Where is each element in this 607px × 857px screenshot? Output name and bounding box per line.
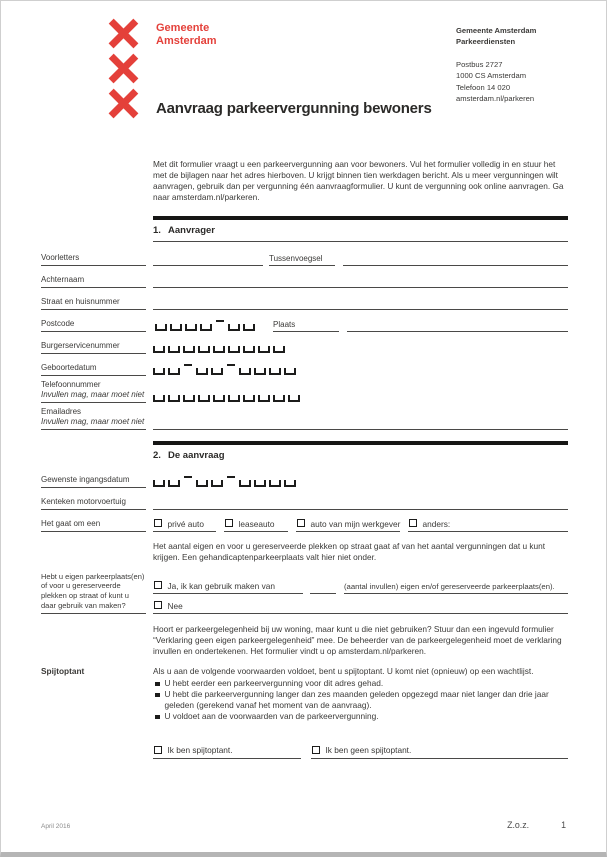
checkbox-werkgever-auto[interactable] [297, 519, 305, 527]
square-bullet-icon [155, 715, 160, 720]
row-kenteken [41, 488, 568, 510]
char-cell[interactable] [155, 324, 167, 331]
char-cell[interactable] [168, 480, 180, 487]
char-cell[interactable] [258, 346, 270, 353]
char-cell[interactable] [288, 395, 300, 402]
option-werkgever-auto[interactable] [296, 519, 400, 532]
spijtoptant-bullet [153, 678, 568, 689]
label-telefoon-note: Invullen mag, maar moet niet [41, 389, 145, 399]
label-email-title: Emailadres [41, 406, 82, 416]
label-kenteken: Kenteken motorvoertuig [41, 497, 146, 510]
row-ingangsdatum [41, 466, 568, 488]
bullet-text: U hebt eerder een parkeervergunning voor dit adres gehad. [164, 677, 384, 688]
char-cell[interactable] [200, 324, 212, 331]
input-tussenvoegsel[interactable] [343, 253, 568, 266]
label-tussenvoegsel: Tussenvoegsel [269, 254, 335, 266]
char-cell[interactable] [213, 395, 225, 402]
char-cell[interactable] [273, 346, 285, 353]
option-anders[interactable] [408, 519, 568, 532]
amsterdam-logo [109, 19, 137, 124]
char-cell[interactable] [183, 395, 195, 402]
page-footer [41, 820, 566, 830]
char-cell[interactable] [269, 480, 281, 487]
char-cell[interactable] [153, 480, 165, 487]
paragraph-aantal: Het aantal eigen en voor u gereserveerde plekken op straat gaat af van het aantal vergunningen dat u kunt krijgen. Een gehandicaptenparkeerplaats valt hier niet onder. [153, 540, 546, 562]
row-straat [41, 288, 568, 310]
input-straat[interactable] [153, 297, 568, 310]
checkbox-ja[interactable] [154, 581, 162, 589]
row-voorletters [41, 244, 568, 266]
form-body [41, 159, 568, 759]
option-label: anders: [422, 518, 451, 529]
row-email [41, 403, 568, 430]
label-ingangsdatum: Gewenste ingangsdatum [41, 475, 146, 488]
option-ja-row [153, 573, 568, 594]
brand-line-1: Gemeente [156, 22, 210, 34]
spijtoptant-bullet [153, 711, 568, 722]
andreas-cross-icon [109, 54, 137, 82]
char-cell[interactable] [153, 346, 165, 353]
checkbox-prive-auto[interactable] [154, 519, 162, 527]
section-1-number: 1. [153, 224, 161, 236]
label-plaats: Plaats [273, 320, 339, 332]
row-eigen-parkeerplaats [41, 572, 568, 614]
dept-name: Parkeerdiensten [456, 37, 516, 47]
char-cell[interactable] [196, 368, 208, 375]
cell-group-dash [184, 476, 192, 478]
char-cell[interactable] [168, 346, 180, 353]
section-1-heading [153, 220, 568, 242]
char-cell[interactable] [243, 324, 255, 331]
page-title: Aanvraag parkeervergunning bewoners [156, 100, 432, 117]
char-cell[interactable] [228, 346, 240, 353]
input-aantal[interactable] [310, 582, 336, 594]
char-cell[interactable] [243, 346, 255, 353]
char-cell[interactable] [153, 395, 165, 402]
footer-zoz: Z.o.z. [507, 820, 530, 830]
address-line: 1000 CS Amsterdam [456, 71, 527, 81]
dept-org: Gemeente Amsterdam [456, 26, 537, 35]
intro-paragraph: Met dit formulier vraagt u een parkeervergunning aan voor bewoners. Vul het formulier volledig in en stuur het met de bijlagen naar het adres hierboven. U krijgt binnen tien werkdagen bericht. Als u meer vergunningen wilt aanvragen, gebruik dan per vergunning één aanvraagformulier. U kunt de vergunning ook online aanvragen. Ga naar amsterdam.nl/parkeren. [153, 159, 564, 202]
label-telefoon [41, 380, 146, 403]
input-postcode-cells[interactable] [155, 320, 258, 332]
char-cell[interactable] [239, 368, 251, 375]
input-geboortedatum-cells[interactable] [153, 364, 299, 376]
checkbox-nee[interactable] [154, 601, 162, 609]
cell-group-dash [184, 364, 192, 366]
option-label: privé auto [167, 518, 204, 529]
spijtoptant-intro: Als u aan de volgende voorwaarden voldoet, bent u spijtoptant. U komt niet (opnieuw) op een wachtlijst. [153, 666, 534, 677]
char-cell[interactable] [284, 368, 296, 375]
char-cell[interactable] [284, 480, 296, 487]
row-spijtoptant-choice [153, 738, 568, 759]
andreas-cross-icon [109, 89, 137, 117]
char-cell[interactable] [198, 346, 210, 353]
option-spijtoptant-nee[interactable] [311, 745, 568, 759]
option-spijtoptant-ja[interactable] [153, 745, 301, 759]
input-telefoon-cells[interactable] [153, 395, 303, 403]
row-achternaam [41, 266, 568, 288]
input-voorletters[interactable] [153, 253, 263, 266]
label-postcode: Postcode [41, 319, 146, 332]
char-cell[interactable] [168, 395, 180, 402]
row-telefoon [41, 376, 568, 403]
spijtoptant-yes-label: Ik ben spijtoptant. [167, 744, 233, 755]
char-cell[interactable] [243, 395, 255, 402]
row-spijtoptant [41, 666, 568, 759]
section-2-heading [153, 445, 568, 466]
cell-group-dash [227, 476, 235, 478]
square-bullet-icon [155, 693, 160, 698]
checkbox-leaseauto[interactable] [225, 519, 233, 527]
brand-line-2: Amsterdam [156, 35, 217, 48]
char-cell[interactable] [211, 480, 223, 487]
andreas-cross-icon [109, 19, 137, 47]
label-voorletters: Voorletters [41, 253, 146, 266]
label-bsn: Burgerservicenummer [41, 341, 146, 354]
label-hetgaat: Het gaat om een [41, 519, 146, 532]
spijtoptant-no-label: Ik ben geen spijtoptant. [325, 744, 412, 755]
ja-suffix: (aantal invullen) eigen en/of gereserveerde parkeerplaats(en). [344, 582, 568, 594]
section-2-title: De aanvraag [168, 449, 225, 461]
nee-label: Nee [167, 600, 183, 611]
char-cell[interactable] [196, 480, 208, 487]
char-cell[interactable] [168, 368, 180, 375]
char-cell[interactable] [185, 324, 197, 331]
checkbox-spijtoptant-nee[interactable] [312, 746, 320, 754]
brand-wordmark [156, 22, 217, 48]
input-plaats[interactable] [347, 319, 568, 332]
char-cell[interactable] [228, 395, 240, 402]
char-cell[interactable] [269, 368, 281, 375]
section-2-number: 2. [153, 449, 161, 461]
char-cell[interactable] [170, 324, 182, 331]
char-cell[interactable] [213, 346, 225, 353]
input-achternaam[interactable] [153, 275, 568, 288]
spijtoptant-bullet [153, 689, 568, 711]
footer-date: April 2016 [41, 823, 71, 830]
char-cell[interactable] [273, 395, 285, 402]
option-nee[interactable] [153, 594, 568, 614]
row-vehicle-type [41, 510, 568, 532]
input-email[interactable] [153, 417, 568, 430]
bullet-text: U hebt die parkeervergunning langer dan zes maanden geleden opgezegd maar niet langer dan drie jaar geleden (gerekend vanaf het moment van de aanvraag). [164, 688, 549, 710]
char-cell[interactable] [183, 346, 195, 353]
label-geboortedatum: Geboortedatum [41, 363, 146, 376]
label-straat: Straat en huisnummer [41, 297, 146, 310]
option-prive-auto[interactable] [153, 519, 216, 532]
square-bullet-icon [155, 682, 160, 687]
char-cell[interactable] [254, 368, 266, 375]
char-cell[interactable] [258, 395, 270, 402]
row-postcode [41, 310, 568, 332]
label-telefoon-title: Telefoonnummer [41, 379, 101, 389]
row-geboortedatum [41, 354, 568, 376]
checkbox-anders[interactable] [409, 519, 417, 527]
label-email-note: Invullen mag, maar moet niet [41, 416, 145, 426]
address-line: amsterdam.nl/parkeren [456, 93, 535, 103]
input-ingangsdatum-cells[interactable] [153, 476, 299, 488]
char-cell[interactable] [254, 480, 266, 487]
checkbox-spijtoptant-ja[interactable] [154, 746, 162, 754]
cell-group-dash [227, 364, 235, 366]
option-ja[interactable] [153, 581, 303, 594]
option-leaseauto[interactable] [224, 519, 288, 532]
footer-page-number: 1 [561, 820, 566, 830]
char-cell[interactable] [239, 480, 251, 487]
label-eigen-parkeerplaats: Hebt u eigen parkeerplaats(en) of voor u gereserveerde plekken op straat of kunt u daar gebruik van maken? [41, 572, 146, 614]
address-line: Telefoon 14 020 [456, 82, 511, 92]
cell-group-dash [216, 320, 224, 322]
label-spijtoptant: Spijtoptant [41, 666, 85, 677]
label-email [41, 407, 146, 430]
paragraph-parkeergelegenheid: Hoort er parkeergelegenheid bij uw woning, maar kunt u die niet gebruiken? Stuur dan een ingevuld formulier “Verklaring geen eigen parkeergelegenheid” mee. De beheerder van de parkeergelegenheid moet de verklaring invullen en ondertekenen. Het formulier vindt u op amsterdam.nl/parkeren. [153, 623, 562, 656]
input-kenteken[interactable] [153, 497, 568, 510]
option-label: auto van mijn werkgever [310, 518, 401, 529]
input-bsn-cells[interactable] [153, 346, 288, 354]
label-achternaam: Achternaam [41, 275, 146, 288]
char-cell[interactable] [228, 324, 240, 331]
ja-label: Ja, ik kan gebruik maken van [167, 580, 275, 591]
char-cell[interactable] [198, 395, 210, 402]
char-cell[interactable] [153, 368, 165, 375]
option-label: leaseauto [238, 518, 275, 529]
char-cell[interactable] [211, 368, 223, 375]
section-1-title: Aanvrager [168, 224, 215, 236]
bullet-text: U voldoet aan de voorwaarden van de parkeervergunning. [164, 710, 379, 721]
row-bsn [41, 332, 568, 354]
department-address-block [456, 25, 601, 104]
address-line: Postbus 2727 [456, 59, 503, 69]
